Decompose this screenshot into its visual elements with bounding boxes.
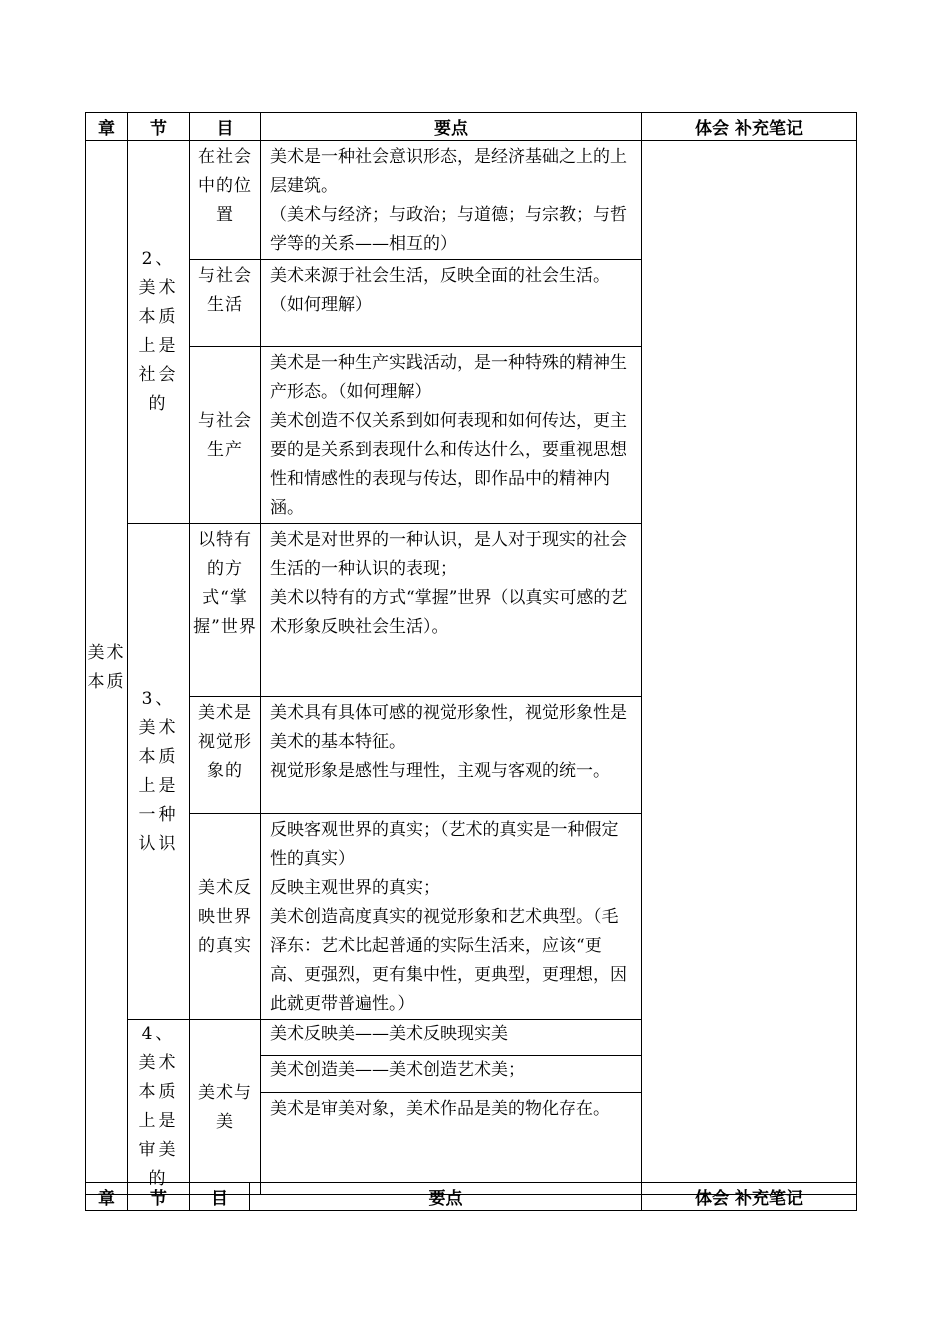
section-label: 3、美术本质上是一种认识 <box>138 688 179 854</box>
point-cell <box>261 260 642 347</box>
item-cell: 美术反映世界的真实 <box>190 814 261 1020</box>
point-text: 美术是一种社会意识形态，是经济基础之上的上层建筑。 <box>270 147 627 196</box>
header-zhang: 章 <box>86 1183 128 1211</box>
item-cell: 在社会中的位置 <box>190 141 261 260</box>
point-cell <box>261 524 642 697</box>
point-cell <box>261 347 642 524</box>
item-cell: 美术与美 <box>190 1020 261 1195</box>
header-row <box>86 113 857 141</box>
header-tihui: 体会 补充笔记 <box>642 1183 857 1211</box>
point-text: 美术创造不仅关系到如何表现和如何传达，更主要的是关系到表现什么和传达什么，要重视思想性和情感性的表现与传达，即作品中的精神内涵。 <box>270 411 627 518</box>
point-cell <box>261 141 642 260</box>
section-cell <box>128 524 190 1020</box>
item-cell: 美术是视觉形象的 <box>190 697 261 814</box>
section-cell <box>128 1020 190 1195</box>
header-yaodian: 要点 <box>261 113 642 141</box>
section-label: 2、美术本质上是社会的 <box>138 249 179 414</box>
table-row <box>86 141 857 260</box>
header-tihui: 体会 补充笔记 <box>642 113 857 141</box>
point-text: 美术创造高度真实的视觉形象和艺术典型。（毛泽东：艺术比起普通的实际生活来，应该“更高、更强烈，更有集中性，更典型，更理想，因此就更带普遍性。） <box>270 907 627 1014</box>
notes-cell[interactable] <box>642 141 857 1195</box>
item-cell: 与社会生产 <box>190 347 261 524</box>
point-cell: 美术反映美——美术反映现实美 <box>261 1020 642 1056</box>
chapter-label: 美术本质 <box>87 642 126 692</box>
point-text: 美术来源于社会生活，反映全面的社会生活。（如何理解） <box>270 266 610 315</box>
header-zhang: 章 <box>86 113 128 141</box>
header-jie: 节 <box>128 1183 190 1211</box>
section-label: 4、美术本质上是审美的 <box>138 1024 179 1189</box>
point-cell: 美术是审美对象，美术作品是美的物化存在。 <box>261 1092 642 1194</box>
point-cell <box>261 814 642 1020</box>
point-cell <box>261 697 642 814</box>
section-cell <box>128 141 190 524</box>
header-mu: 目 <box>190 113 261 141</box>
item-cell: 与社会生活 <box>190 260 261 347</box>
point-text: 美术是一种生产实践活动，是一种特殊的精神生产形态。（如何理解） <box>270 353 627 402</box>
point-text: （美术与经济；与政治；与道德；与宗教；与哲学等的关系——相互的） <box>270 205 627 254</box>
notes-table <box>85 112 857 1195</box>
point-text: 反映主观世界的真实； <box>270 878 440 898</box>
point-text: 视觉形象是感性与理性，主观与客观的统一。 <box>270 761 610 781</box>
header-row <box>86 1183 857 1211</box>
point-text: 反映客观世界的真实；（艺术的真实是一种假定性的真实） <box>270 820 619 869</box>
chapter-cell <box>86 141 128 1195</box>
point-cell: 美术创造美——美术创造艺术美； <box>261 1056 642 1092</box>
point-text: 美术具有具体可感的视觉形象性，视觉形象性是美术的基本特征。 <box>270 703 627 752</box>
header-yaodian: 要点 <box>250 1183 642 1211</box>
header-mu: 目 <box>190 1183 250 1211</box>
point-text: 美术是对世界的一种认识，是人对于现实的社会生活的一种认识的表现； <box>270 530 627 579</box>
header-jie: 节 <box>128 113 190 141</box>
notes-table-continued <box>85 1182 857 1211</box>
point-text: 美术以特有的方式“掌握”世界（以真实可感的艺术形象反映社会生活）。 <box>270 588 628 637</box>
item-cell: 以特有的方式“掌握”世界 <box>190 524 261 697</box>
